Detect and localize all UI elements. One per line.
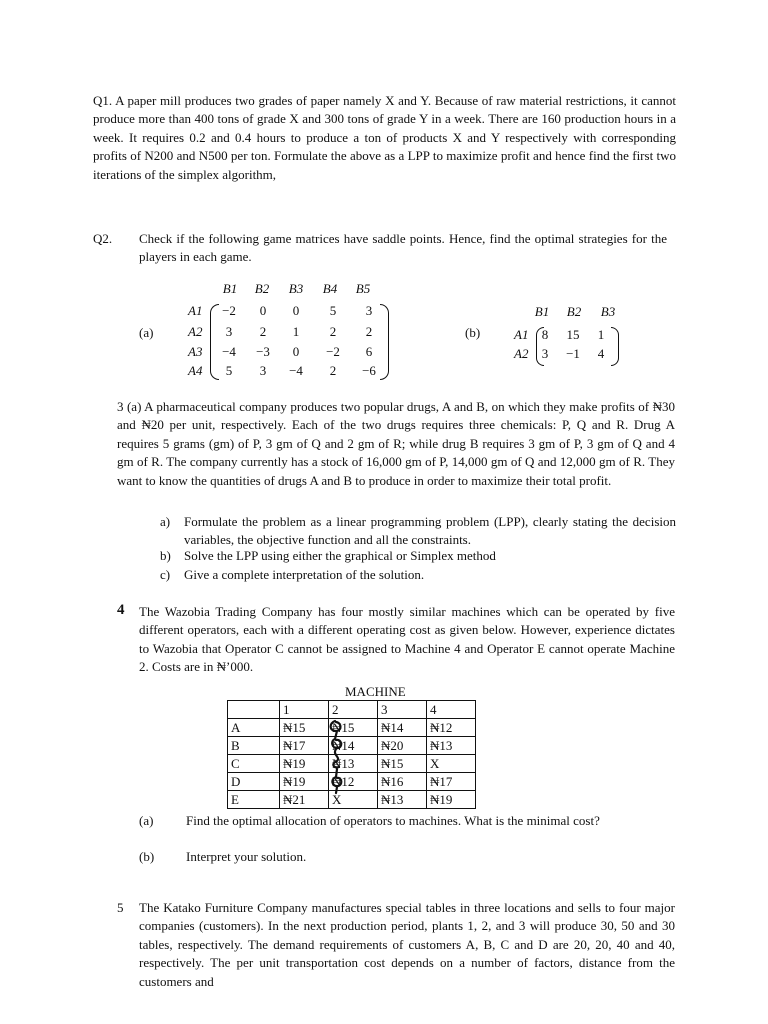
- table-row: [228, 719, 476, 737]
- item-label: c): [160, 567, 171, 582]
- part-label: (a): [139, 813, 154, 828]
- matrix-b-col-header: B1: [534, 304, 550, 319]
- cost-cell: ₦15: [329, 719, 378, 737]
- matrix-a-cell: 2: [329, 324, 337, 339]
- question-3-item-b: [160, 547, 676, 567]
- matrix-a-cell: 5: [329, 303, 337, 318]
- matrix-a-label: (a): [139, 325, 154, 340]
- table-title: MACHINE: [345, 684, 406, 699]
- question-1-text: Q1. A paper mill produces two grades of paper namely X and Y. Because of raw material restrictions, it cannot produce more than 400 tons of grade X and 300 tons of grade Y in a week. There are 160 production hours in a week. It requires 0.2 and 0.4 hours to produce a ton of products X and Y respectively with corresponding profits of N200 and N500 per ton. Formulate the above as a LPP to maximize profit and hence find the first two iterations of the simplex algorithm,: [93, 93, 676, 182]
- matrix-a-cell: 0: [259, 303, 267, 318]
- table-row: [228, 773, 476, 791]
- cost-cell: ₦16: [378, 773, 427, 791]
- table-row: [228, 755, 476, 773]
- table-header-row: [228, 701, 476, 719]
- part-text: Find the optimal allocation of operators to machines. What is the minimal cost?: [186, 813, 600, 828]
- cost-cell: ₦14: [378, 719, 427, 737]
- question-4-text: The Wazobia Trading Company has four mostly similar machines which can be operated by five different operators, each with a different operating cost as given below. However, experience dictates to Wazobia that Operator C cannot be assigned to Machine 4 and Operator E cannot operate Machine 2. Costs are in ₦’000.: [139, 604, 675, 675]
- matrix-a-row-header: A1: [188, 303, 203, 318]
- matrix-b-right-bracket: [611, 327, 619, 366]
- matrix-b-cell: 15: [566, 327, 580, 342]
- machine-header: 2: [329, 701, 378, 719]
- question-3-item-c: [160, 566, 676, 586]
- matrix-a-cell: 1: [292, 324, 300, 339]
- matrix-a-cell: 3: [225, 324, 233, 339]
- cost-cell: X: [427, 755, 476, 773]
- matrix-a-cell: −2: [222, 303, 236, 318]
- cost-cell: ₦14: [329, 737, 378, 755]
- matrix-b-col-header: B2: [566, 304, 582, 319]
- matrix-b-cell: 8: [541, 327, 549, 342]
- matrix-b-col-header: B3: [600, 304, 616, 319]
- matrix-a-cell: 3: [259, 363, 267, 378]
- cost-cell: ₦17: [280, 737, 329, 755]
- matrix-a-cell: 2: [365, 324, 373, 339]
- matrix-a-col-header: B5: [355, 281, 371, 296]
- matrix-b-cell: 3: [541, 346, 549, 361]
- operator-label: E: [228, 791, 280, 809]
- operator-label: A: [228, 719, 280, 737]
- machine-header: 3: [378, 701, 427, 719]
- item-text: Give a complete interpretation of the solution.: [184, 567, 425, 582]
- question-4-part-b: [139, 848, 676, 868]
- cost-cell: ₦21: [280, 791, 329, 809]
- cost-cell: X: [329, 791, 378, 809]
- matrix-a-cell: 0: [292, 344, 300, 359]
- cost-cell: ₦19: [280, 755, 329, 773]
- scribble-mark: [327, 719, 349, 795]
- operator-label: B: [228, 737, 280, 755]
- part-text: Interpret your solution.: [186, 849, 307, 864]
- cost-cell: ₦13: [329, 755, 378, 773]
- table-corner: [228, 701, 280, 719]
- question-2-text: Check if the following game matrices have saddle points. Hence, find the optimal strategies for the players in each game.: [139, 231, 667, 265]
- matrix-a-cell: −4: [222, 344, 236, 359]
- item-text: Formulate the problem as a linear programming problem (LPP), clearly stating the decision variables, the objective function and all the constraints.: [184, 514, 676, 548]
- question-4-part-a: [139, 812, 676, 850]
- matrix-b-cell: 1: [597, 327, 605, 342]
- cost-table: [227, 700, 476, 809]
- matrix-b-label: (b): [465, 325, 481, 340]
- question-3-text: 3 (a) A pharmaceutical company produces two popular drugs, A and B, on which they make profits of ₦30 and ₦20 per unit, respectively. Each of the two drugs requires three chemicals: P, Q and R. Drug A requires 5 grams (gm) of P, 3 gm of Q and 2 gm of R; while drug B requires 3 gm of P, 3 gm of Q and 4 gm of R. The company currently has a stock of 16,000 gm of P, 14,000 gm of Q and 12,000 gm of R. They want to know the quantities of drugs A and B to produce in order to maximize their total profit.: [117, 399, 675, 488]
- cost-cell: ₦19: [427, 791, 476, 809]
- matrix-a-row-header: A3: [188, 344, 203, 359]
- cost-cell: ₦15: [378, 755, 427, 773]
- cost-cell: ₦20: [378, 737, 427, 755]
- matrix-a-cell: 2: [259, 324, 267, 339]
- item-label: a): [160, 514, 171, 529]
- matrix-a-cell: −3: [256, 344, 270, 359]
- item-text: Solve the LPP using either the graphical or Simplex method: [184, 548, 496, 563]
- question-5-text: The Katako Furniture Company manufactures special tables in three locations and sells to four major companies (customers). In the next production period, plants 1, 2, and 3 will produce 30, 50 and 30 tables, respectively. The demand requirements of customers A, B, C and D are 20, 20, 40 and 40, respectively. The per unit transportation cost depends on a number of factors, distance from the customers and: [139, 900, 675, 989]
- table-row: [228, 791, 476, 809]
- item-label: b): [160, 548, 171, 563]
- cost-cell: ₦15: [280, 719, 329, 737]
- table-row: [228, 737, 476, 755]
- question-4-number: 4: [117, 602, 125, 618]
- part-label: (b): [139, 849, 155, 864]
- matrix-a-row-header: A2: [188, 324, 203, 339]
- cost-cell: ₦19: [280, 773, 329, 791]
- matrix-a-cell: −4: [289, 363, 303, 378]
- operator-label: D: [228, 773, 280, 791]
- matrix-a-cell: 6: [365, 344, 373, 359]
- matrix-b-row-header: A1: [514, 327, 529, 342]
- matrix-a-col-header: B1: [222, 281, 238, 296]
- matrix-a-col-header: B4: [322, 281, 338, 296]
- operator-label: C: [228, 755, 280, 773]
- machine-header: 4: [427, 701, 476, 719]
- question-2-label: Q2.: [93, 231, 113, 246]
- matrix-a-col-header: B3: [288, 281, 304, 296]
- matrix-a-cell: 3: [365, 303, 373, 318]
- matrix-a-cell: −6: [362, 363, 376, 378]
- cost-cell: ₦12: [329, 773, 378, 791]
- matrix-a-row-header: A4: [188, 363, 203, 378]
- cost-cell: ₦12: [427, 719, 476, 737]
- matrix-a-cell: 5: [225, 363, 233, 378]
- cost-cell: ₦17: [427, 773, 476, 791]
- matrix-b-cell: −1: [566, 346, 580, 361]
- cost-cell: ₦13: [378, 791, 427, 809]
- machine-header: 1: [280, 701, 329, 719]
- cost-cell: ₦13: [427, 737, 476, 755]
- matrix-a-cell: 0: [292, 303, 300, 318]
- matrix-a-cell: 2: [329, 363, 337, 378]
- question-5-number: 5: [117, 900, 124, 915]
- matrix-b-row-header: A2: [514, 346, 529, 361]
- matrix-a-col-header: B2: [254, 281, 270, 296]
- matrix-b-cell: 4: [597, 346, 605, 361]
- matrix-a-cell: −2: [326, 344, 340, 359]
